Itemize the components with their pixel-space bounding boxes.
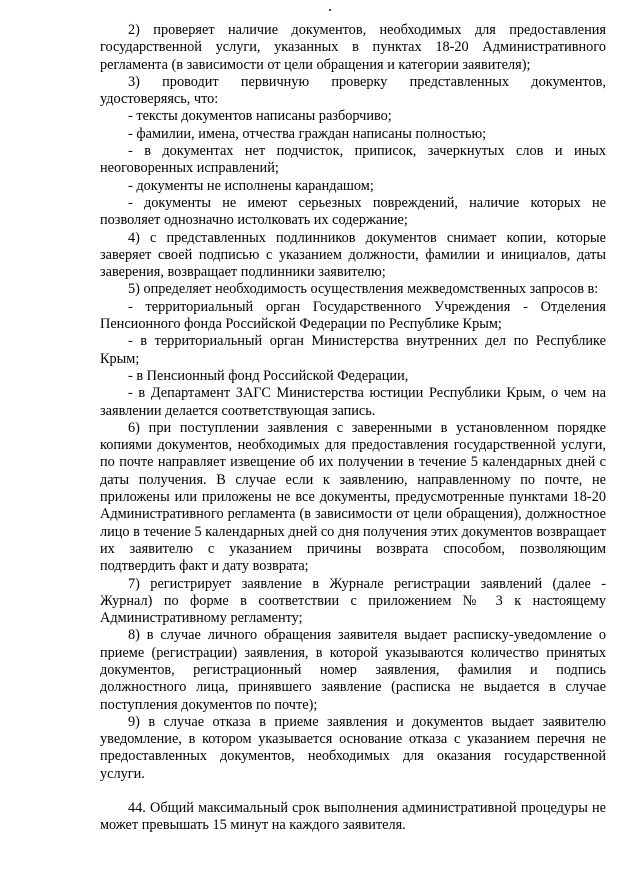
bullet-pension-fund: - в Пенсионный фонд Российской Федерации, — [128, 367, 409, 384]
bullet-pension-fund-branch: - территориальный орган Государственного Учреждения - Отделения Пенсионного фонда Российской Федерации по Республике Крым; — [100, 298, 606, 333]
paragraph-item-8: 8) в случае личного обращения заявителя выдает расписку-уведомление о приеме (регистрации) заявления, в которой указываются количество принятых документов, регистрационный номер заявления, фамилия и подпись должностного лица, принявшего заявление (расписка не выдается в случае поступления документов по почте); — [100, 627, 606, 713]
paragraph-item-4: 4) с представленных подлинников документов снимает копии, которые заверяет своей подписью с указанием должности, фамилии и инициалов, даты заверения, возвращает подлинники заявителю; — [100, 229, 606, 281]
bullet-zags-department: - в Департамент ЗАГС Министерства юстиции Республики Крым, о чем на заявлении делается соответствующая запись. — [100, 385, 606, 419]
paragraph-item-2: 2) проверяет наличие документов, необходимых для предоставления государственной услуги, указанных в пунктах 18-20 Административного регламента (в зависимости от цели обращения и категории заявителя); — [100, 22, 606, 73]
bullet-no-corrections: - в документах нет подчисток, приписок, зачеркнутых слов и иных неоговоренных исправлений; — [100, 143, 606, 177]
bullet-interior-ministry: - в территориальный орган Министерства внутренних дел по Республике Крым; — [100, 333, 606, 367]
bullet-no-damage: - документы не имеют серьезных повреждений, наличие которых не позволяет однозначно истолковать их содержание; — [100, 194, 606, 229]
document-body — [100, 22, 606, 835]
paragraph-item-6: 6) при поступлении заявления с заверенными в установленном порядке копиями документов, необходимых для предоставления государственной услуги, по почте направляет извещение об их получении в течение 5 календарных дней с даты получения. В случае если к заявлению, направленному по почте, не приложены или приложены не все документы, предусмотренные пунктами 18-20 Административного регламента (в зависимости от цели обращения), должностное лицо в течение 5 календарных дней со дня получения этих документов возвращает их заявителю с указанием причины возврата способом, позволяющим подтвердить факт и дату возврата; — [100, 419, 606, 575]
paragraph-item-9: 9) в случае отказа в приеме заявления и документов выдает заявителю уведомление, в котором указывается основание отказа с указанием перечня не предоставленных документов, необходимых для оказания государственной услуги. — [100, 713, 606, 782]
paragraph-item-5: 5) определяет необходимость осуществления межведомственных запросов в: — [128, 281, 599, 298]
paragraph-item-7: 7) регистрирует заявление в Журнале регистрации заявлений (далее - Журнал) по форме в соответствии с приложением № 3 к настоящему Административному регламенту; — [100, 575, 606, 627]
paragraph-item-3: 3) проводит первичную проверку представленных документов, удостоверяясь, что: — [100, 73, 606, 108]
bullet-full-names: - фамилии, имена, отчества граждан написаны полностью; — [128, 125, 487, 142]
scan-mark — [329, 9, 331, 11]
bullet-no-pencil: - документы не исполнены карандашом; — [128, 177, 374, 194]
bullet-legible-text: - тексты документов написаны разборчиво; — [128, 108, 392, 125]
paragraph-section-44: 44. Общий максимальный срок выполнения административной процедуры не может превышать 15 минут на каждого заявителя. — [100, 800, 606, 834]
